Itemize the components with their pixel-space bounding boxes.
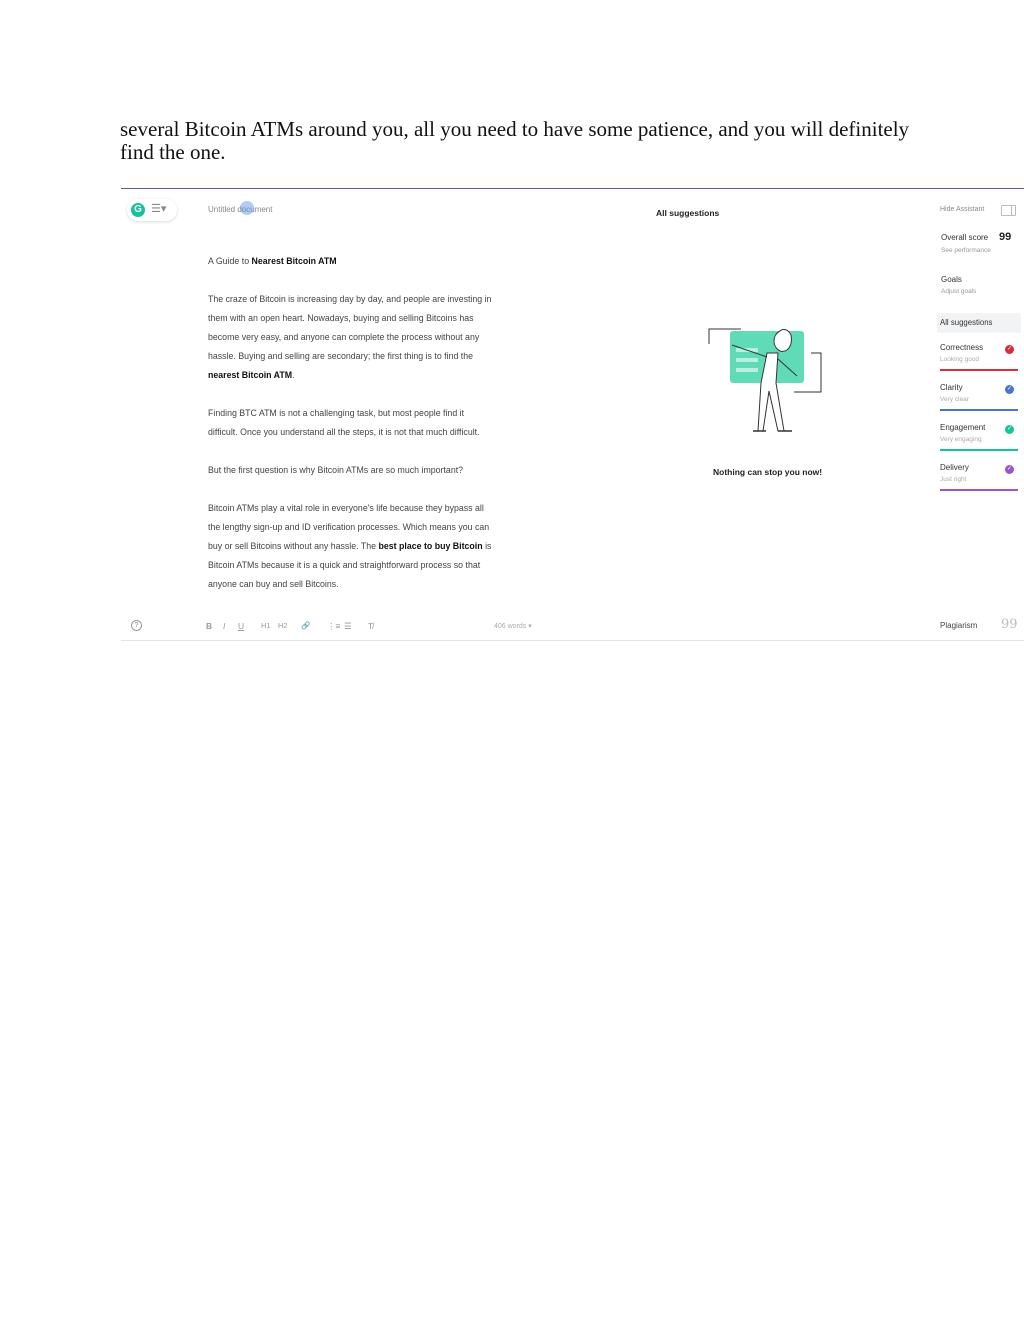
category-bar xyxy=(940,409,1018,411)
category-delivery[interactable]: Delivery Just right ✓ xyxy=(940,463,1018,503)
category-bar xyxy=(940,489,1018,491)
doc-line: But the first question is why Bitcoin ATMs are so much important? xyxy=(208,465,464,475)
hamburger-menu-icon[interactable]: ☰▾ xyxy=(151,203,167,215)
overall-score-value: 99 xyxy=(999,231,1012,243)
word-count-dropdown[interactable]: 406 words ▾ xyxy=(494,623,532,630)
doc-heading: A Guide to Nearest Bitcoin ATM xyxy=(208,256,337,266)
check-circle-icon: ✓ xyxy=(1006,466,1013,472)
adjust-goals-link[interactable]: Adjust goals xyxy=(941,288,977,295)
panel-toggle-icon[interactable] xyxy=(1001,205,1016,216)
intro-paragraph: several Bitcoin ATMs around you, all you need to have some patience, and you will definitely find the one. xyxy=(120,117,910,164)
doc-line: Bitcoin ATMs because it is a quick and straightforward process so that xyxy=(208,560,481,570)
ordered-list-icon[interactable]: ⋮≡ xyxy=(327,621,341,631)
overall-score-label[interactable]: Overall score xyxy=(941,233,989,242)
empty-suggestions-message: Nothing can stop you now! xyxy=(713,467,823,477)
document-body[interactable] xyxy=(208,252,568,594)
category-correctness[interactable]: Correctness Looking good ✓ xyxy=(940,343,1018,383)
hide-assistant-button[interactable]: Hide Assistant xyxy=(940,206,985,213)
goals-label[interactable]: Goals xyxy=(941,275,962,284)
category-clarity[interactable]: Clarity Very clear ✓ xyxy=(940,383,1018,423)
help-circle-icon[interactable]: ? xyxy=(131,620,142,631)
doc-line: Bitcoin ATMs play a vital role in everyone's life because they bypass all xyxy=(208,503,484,513)
doc-line: Finding BTC ATM is not a challenging task, but most people find it xyxy=(208,408,465,418)
underline-button[interactable]: U xyxy=(238,621,245,631)
link-icon[interactable]: 🔗 xyxy=(301,621,311,630)
check-circle-icon: ✓ xyxy=(1006,346,1013,352)
all-suggestions-tab[interactable]: All suggestions xyxy=(937,313,1021,333)
check-circle-icon: ✓ xyxy=(1006,426,1013,432)
category-bar xyxy=(940,449,1018,451)
doc-line: difficult. Once you understand all the steps, it is not that much difficult. xyxy=(208,427,480,437)
plagiarism-button[interactable]: Plagiarism xyxy=(940,621,978,630)
see-performance-link[interactable]: See performance xyxy=(941,247,991,254)
bullet-list-icon[interactable]: ☰ xyxy=(344,621,352,631)
category-bar xyxy=(940,369,1018,371)
editor-screenshot xyxy=(121,188,1024,641)
doc-line: The craze of Bitcoin is increasing day by day, and people are investing in xyxy=(208,294,492,304)
doc-line: the lengthy sign-up and ID verification processes. Which means you can xyxy=(208,522,490,532)
italic-button[interactable]: I xyxy=(223,621,226,631)
check-circle-icon: ✓ xyxy=(1006,386,1013,392)
bold-button[interactable]: B xyxy=(206,621,213,631)
doc-line: nearest Bitcoin ATM. xyxy=(208,370,295,380)
heading1-button[interactable]: H1 xyxy=(261,621,271,630)
doc-line: buy or sell Bitcoins without any hassle. The best place to buy Bitcoin is xyxy=(208,541,492,551)
document-title[interactable]: Untitled document xyxy=(208,205,273,214)
doc-line: hassle. Buying and selling are secondary; the first thing is to find the xyxy=(208,351,474,361)
suggestions-title: All suggestions xyxy=(656,208,720,218)
divider xyxy=(121,640,1024,641)
doc-line: anyone can buy and sell Bitcoins. xyxy=(208,579,339,589)
doc-line: them with an open heart. Nowadays, buying and selling Bitcoins has xyxy=(208,313,474,323)
heading2-button[interactable]: H2 xyxy=(278,621,288,630)
category-engagement[interactable]: Engagement Very engaging ✓ xyxy=(940,423,1018,463)
clear-format-icon[interactable]: T̸ xyxy=(368,621,374,631)
doc-line: become very easy, and anyone can complete the process without any xyxy=(208,332,480,342)
quote-icon[interactable]: 99 xyxy=(1001,617,1018,632)
person-with-board-illustration xyxy=(706,321,826,443)
grammarly-logo-icon[interactable]: G xyxy=(131,203,145,217)
logo-menu-pill[interactable] xyxy=(127,199,177,221)
